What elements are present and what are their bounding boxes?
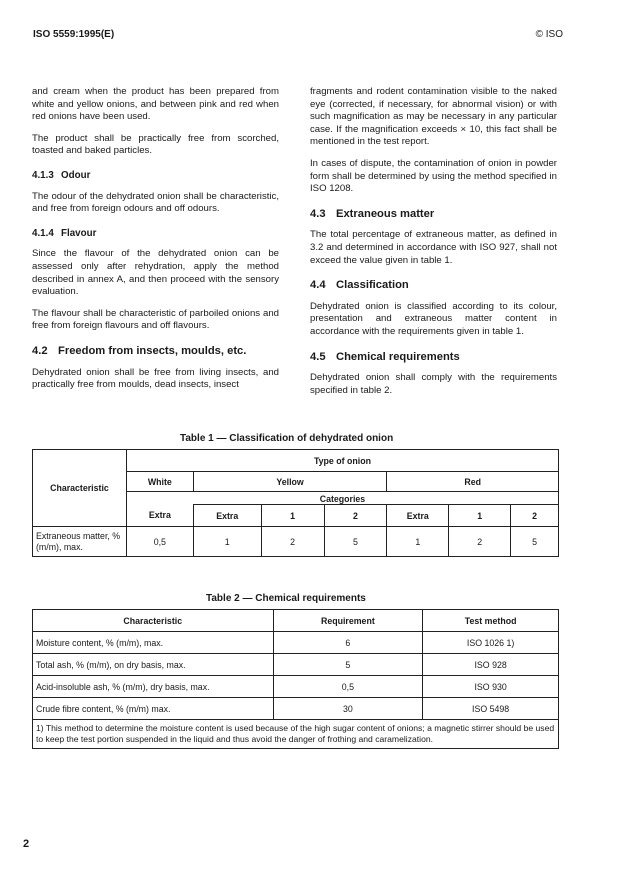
paragraph: Dehydrated onion shall comply with the requirements specified in table 2. — [310, 372, 557, 396]
section-heading-4-1-4 — [32, 228, 279, 241]
section-heading-4-4 — [310, 279, 557, 292]
classification-table — [32, 449, 559, 557]
section-heading-4-3 — [310, 208, 557, 221]
value-cell: 1 — [193, 527, 261, 557]
test-method-cell: ISO 930 — [423, 676, 559, 698]
requirement-cell: 5 — [273, 654, 423, 676]
characteristic-cell: Acid-insoluble ash, % (m/m), dry basis, max. — [33, 676, 274, 698]
section-title: Odour — [61, 169, 91, 181]
paragraph: Dehydrated onion is classified according to its colour, presentation and extraneous matter content in accordance with the requirements given in table 1. — [310, 300, 557, 337]
paragraph: The flavour shall be characteristic of parboiled onions and free from foreign flavours and off flavours. — [32, 307, 279, 332]
table1-caption: Table 1 — Classification of dehydrated onion — [180, 433, 394, 444]
section-number: 4.4 — [310, 279, 326, 292]
requirement-cell: 0,5 — [273, 676, 423, 698]
test-method-cell: ISO 928 — [423, 654, 559, 676]
test-method-cell: ISO 5498 — [423, 698, 559, 720]
left-column — [32, 86, 279, 401]
section-number: 4.5 — [310, 350, 326, 363]
table-row — [33, 654, 559, 676]
category-cell: Extra — [193, 505, 261, 527]
yellow-header: Yellow — [193, 472, 387, 492]
requirement-cell: 6 — [273, 632, 423, 654]
section-title: Chemical requirements — [336, 350, 460, 363]
paragraph: Dehydrated onion shall be free from living insects, and practically free from moulds, dead insects, insect — [32, 366, 279, 391]
paragraph: The product shall be practically free from scorched, toasted and baked particles. — [32, 132, 279, 157]
page-number: 2 — [23, 838, 30, 850]
categories-header: Categories — [126, 492, 558, 505]
red-header: Red — [387, 472, 559, 492]
paragraph: The odour of the dehydrated onion shall be characteristic, and free from foreign odours and off odours. — [32, 190, 279, 215]
value-cell: 2 — [449, 527, 511, 557]
table2-caption: Table 2 — Chemical requirements — [206, 593, 366, 604]
value-cell: 2 — [261, 527, 324, 557]
section-number: 4.1.3 — [32, 169, 54, 181]
category-cell: Extra — [387, 505, 449, 527]
section-heading-4-2 — [32, 345, 279, 358]
test-method-cell: ISO 1026 1) — [423, 632, 559, 654]
value-cell: 1 — [387, 527, 449, 557]
characteristic-cell: Moisture content, % (m/m), max. — [33, 632, 274, 654]
section-number: 4.3 — [310, 207, 326, 220]
section-title: Freedom from insects, moulds, etc. — [58, 344, 247, 357]
table-row — [33, 632, 559, 654]
white-header: White — [126, 472, 193, 492]
section-title: Extraneous matter — [336, 207, 435, 220]
document-id: ISO 5559:1995(E) — [33, 29, 115, 40]
row-label: Extraneous matter, % (m/m), max. — [33, 527, 127, 557]
table-row — [33, 698, 559, 720]
characteristic-cell: Total ash, % (m/m), on dry basis, max. — [33, 654, 274, 676]
category-cell: 2 — [511, 505, 559, 527]
copyright-mark: © ISO — [535, 29, 563, 40]
type-of-onion-header: Type of onion — [126, 450, 558, 472]
category-cell: 1 — [449, 505, 511, 527]
category-cell: 2 — [324, 505, 387, 527]
section-title: Classification — [336, 279, 409, 292]
paragraph: Since the flavour of the dehydrated onion can be assessed only after rehydration, apply the method described in annex A, and then proceed with the sensory evaluation. — [32, 248, 279, 298]
requirement-cell: 30 — [273, 698, 423, 720]
paragraph: fragments and rodent contamination visible to the naked eye (corrected, if necessary, for abnormal vision) or with such magnification as may be necessary in any particular case. If the magnification exceeds × 10, this fact shall be mentioned in the test report. — [310, 86, 557, 148]
column-header: Characteristic — [33, 610, 274, 632]
right-column — [310, 86, 557, 406]
section-title: Flavour — [61, 227, 97, 239]
table-row — [33, 676, 559, 698]
value-cell: 5 — [511, 527, 559, 557]
value-cell: 0,5 — [126, 527, 193, 557]
paragraph: In cases of dispute, the contamination of onion in powder form shall be determined by using the method specified in ISO 1208. — [310, 157, 557, 195]
paragraph: and cream when the product has been prepared from white and yellow onions, and between pink and red when red onions have been used. — [32, 86, 279, 123]
chemical-requirements-table — [32, 609, 559, 749]
characteristic-header: Characteristic — [33, 450, 127, 527]
value-cell: 5 — [324, 527, 387, 557]
section-number: 4.1.4 — [32, 227, 54, 239]
section-number: 4.2 — [32, 344, 48, 357]
section-heading-4-5 — [310, 351, 557, 364]
paragraph: The total percentage of extraneous matter, as defined in 3.2 and determined in accordance with ISO 927, shall not exceed the value given in table 1. — [310, 229, 557, 266]
table-footnote: 1) This method to determine the moisture content is used because of the high sugar content of onions; a magnetic stirrer should be used to keep the test portion suspended in the liquid and thus avoid the danger of frothing and caramelization. — [33, 720, 559, 749]
characteristic-cell: Crude fibre content, % (m/m) max. — [33, 698, 274, 720]
section-heading-4-1-3 — [32, 170, 279, 183]
column-header: Requirement — [273, 610, 423, 632]
category-cell: Extra — [126, 505, 193, 527]
category-cell: 1 — [261, 505, 324, 527]
column-header: Test method — [423, 610, 559, 632]
